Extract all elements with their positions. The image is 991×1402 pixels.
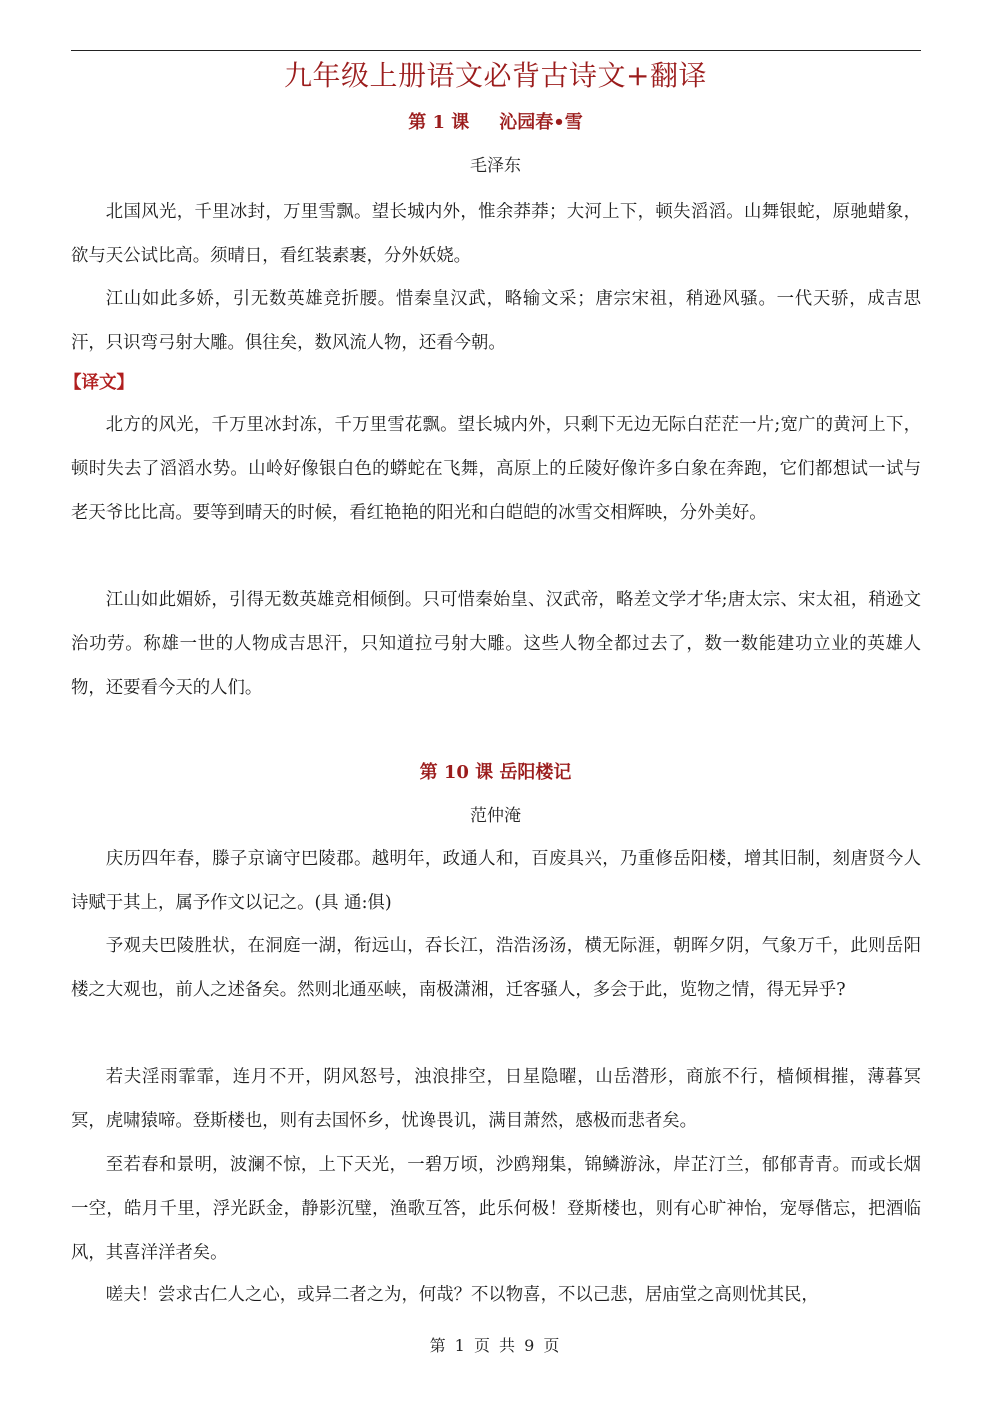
- lesson-1-heading: [0, 110, 991, 136]
- lesson-10-heading: [0, 760, 991, 786]
- lesson-10-paragraph: 嗟夫！尝求古仁人之心，或异二者之为，何哉？不以物喜，不以己悲，居庙堂之高则忧其民，: [105, 1285, 819, 1305]
- lesson-10-paragraph: 予观夫巴陵胜状，在洞庭一湖，衔远山，吞长江，浩浩汤汤，横无际涯，朝晖夕阴，气象万千，此则岳阳楼之大观也，前人之述备矣。然则北通巫峡，南极潇湘，迁客骚人，多会于此，览物之情，得无异乎?: [71, 936, 921, 1000]
- lesson-1-paragraph: 北国风光，千里冰封，万里雪飘。望长城内外，惟余莽莽；大河上下，顿失滔滔。山舞银蛇，原驰蜡象，欲与天公试比高。须晴日，看红装素裹，分外妖娆。: [71, 202, 921, 266]
- translation-label: 【译文】: [64, 373, 134, 393]
- lesson-1-translation-paragraph: 北方的风光，千万里冰封冻，千万里雪花飘。望长城内外，只剩下无边无际白茫茫一片;宽广的黄河上下，顿时失去了滔滔水势。山岭好像银白色的蟒蛇在飞舞，高原上的丘陵好像许多白象在奔跑，它们都想试一试与老天爷比比高。要等到晴天的时候，看红艳艳的阳光和白皑皑的冰雪交相辉映，分外美好。: [71, 415, 921, 523]
- lesson-1-author: 毛泽东: [470, 156, 521, 176]
- lesson-1-paragraph: 江山如此多娇，引无数英雄竞折腰。惜秦皇汉武，略输文采；唐宗宋祖，稍逊风骚。一代天骄，成吉思汗，只识弯弓射大雕。俱往矣，数风流人物，还看今朝。: [71, 289, 921, 353]
- header-rule: [71, 50, 921, 51]
- lesson-10-paragraph: 若夫淫雨霏霏，连月不开，阴风怒号，浊浪排空，日星隐曜，山岳潜形，商旅不行，樯倾楫摧，薄暮冥冥，虎啸猿啼。登斯楼也，则有去国怀乡，忧谗畏讥，满目萧然，感极而悲者矣。: [71, 1067, 921, 1131]
- lesson-10-number: 第 10 课: [419, 762, 494, 783]
- page-footer: 第 1 页 共 9 页: [429, 1336, 562, 1355]
- lesson-10-author: 范仲淹: [470, 806, 521, 826]
- lesson-1-title: 沁园春•雪: [499, 112, 583, 133]
- lesson-1-number: 第 1 课: [408, 112, 470, 133]
- lesson-10-paragraph: 至若春和景明，波澜不惊，上下天光，一碧万顷，沙鸥翔集，锦鳞游泳，岸芷汀兰，郁郁青青。而或长烟一空，皓月千里，浮光跃金，静影沉璧，渔歌互答，此乐何极！登斯楼也，则有心旷神怡，宠辱偕忘，把酒临风，其喜洋洋者矣。: [71, 1155, 921, 1263]
- lesson-1-translation-paragraph: 江山如此媚娇，引得无数英雄竞相倾倒。只可惜秦始皇、汉武帝，略差文学才华;唐太宗、宋太祖，稍逊文治功劳。称雄一世的人物成吉思汗，只知道拉弓射大雕。这些人物全都过去了，数一数能建功立业的英雄人物，还要看今天的人们。: [71, 590, 921, 698]
- lesson-10-title: 岳阳楼记: [499, 762, 572, 783]
- lesson-10-paragraph: 庆历四年春，滕子京谪守巴陵郡。越明年，政通人和，百废具兴，乃重修岳阳楼，增其旧制，刻唐贤今人诗赋于其上，属予作文以记之。(具 通:俱): [71, 849, 921, 913]
- document-title: 九年级上册语文必背古诗文+翻译: [284, 59, 707, 92]
